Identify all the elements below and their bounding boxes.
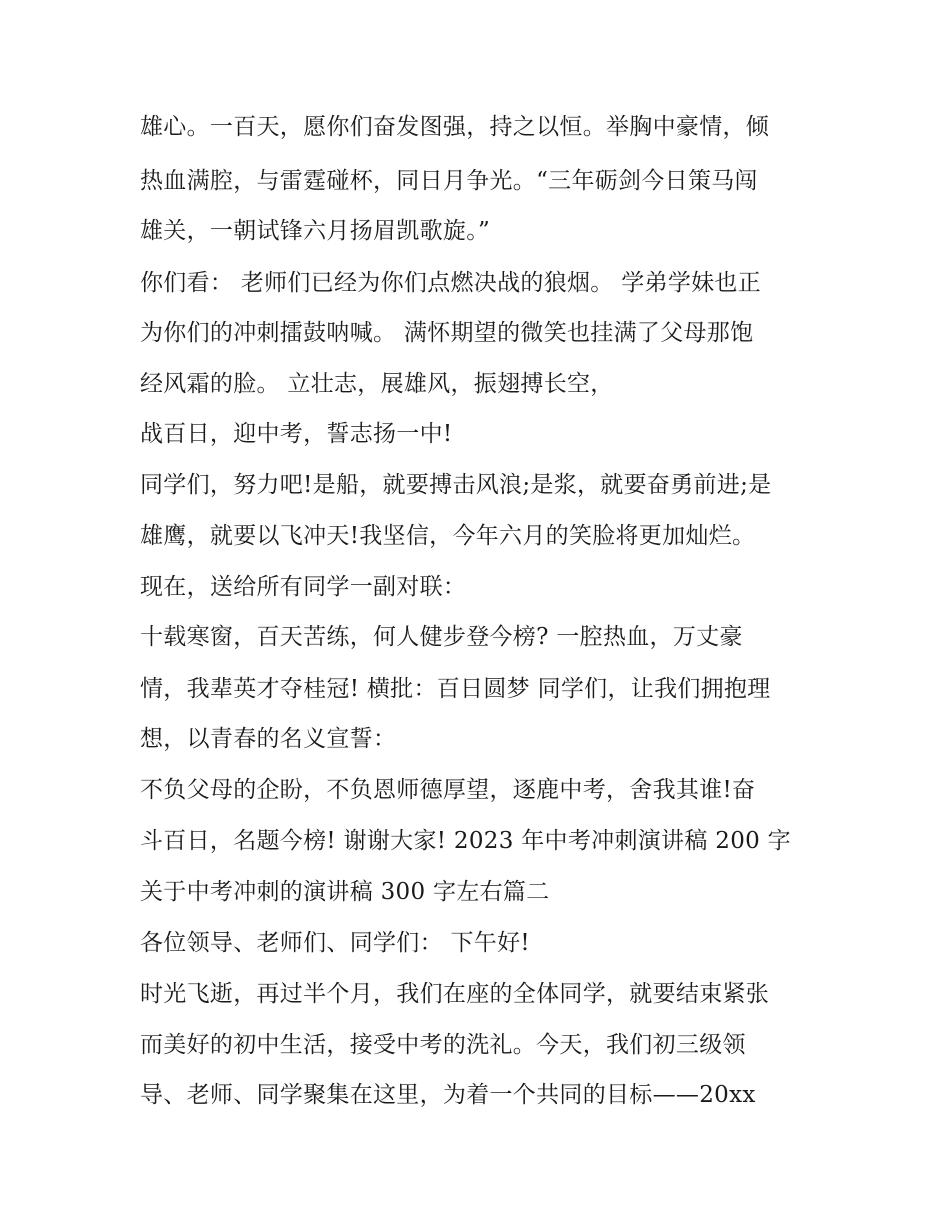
text-line: 雄关，一朝试锋六月扬眉凯歌旋。” xyxy=(140,218,491,244)
text-line: 战百日，迎中考，誓志扬一中! xyxy=(140,421,453,447)
text-line: 十载寒窗，百天苦练，何人健步登今榜? 一腔热血，万丈豪 xyxy=(140,624,743,650)
text-line: 同学们，努力吧!是船，就要搏击风浪;是浆，就要奋勇前进;是 xyxy=(140,472,772,498)
text-line: 为你们的冲刺擂鼓呐喊。 满怀期望的微笑也挂满了父母那饱 xyxy=(140,320,754,346)
text-line: 时光飞逝，再过半个月，我们在座的全体同学，就要结束紧张 xyxy=(140,981,770,1007)
text-line: 不负父母的企盼，不负恩师德厚望，逐鹿中考，舍我其谁!奋 xyxy=(140,777,756,803)
text-line: 想，以青春的名义宣誓： xyxy=(140,726,397,752)
text-line: 热血满腔，与雷霆碰杯，同日月争光。“三年砺剑今日策马闯 xyxy=(140,168,758,194)
text-line: 导、老师、同学聚集在这里，为着一个共同的目标——20xx xyxy=(140,1082,756,1108)
text-line: 雄心。一百天，愿你们奋发图强，持之以恒。举胸中豪情，倾 xyxy=(140,114,770,140)
text-line: 斗百日，名题今榜! 谢谢大家! 2023 年中考冲刺演讲稿 200 字 xyxy=(140,828,791,854)
text-line: 现在，送给所有同学一副对联： xyxy=(140,574,467,600)
text-line: 关于中考冲刺的演讲稿 300 字左右篇二 xyxy=(140,879,550,905)
text-line: 雄鹰，就要以飞冲天!我坚信，今年六月的笑脸将更加灿烂。 xyxy=(140,523,756,549)
text-line: 你们看： 老师们已经为你们点燃决战的狼烟。 学弟学妹也正 xyxy=(140,270,762,296)
text-line: 情，我辈英才夺桂冠! 横批：百日圆梦 同学们，让我们拥抱理 xyxy=(140,676,771,702)
text-line: 各位领导、老师们、同学们： 下午好! xyxy=(140,930,530,956)
text-line: 而美好的初中生活，接受中考的洗礼。今天，我们初三级领 xyxy=(140,1032,746,1058)
text-line: 经风霜的脸。 立壮志，展雄风，振翅搏长空， xyxy=(140,371,614,397)
